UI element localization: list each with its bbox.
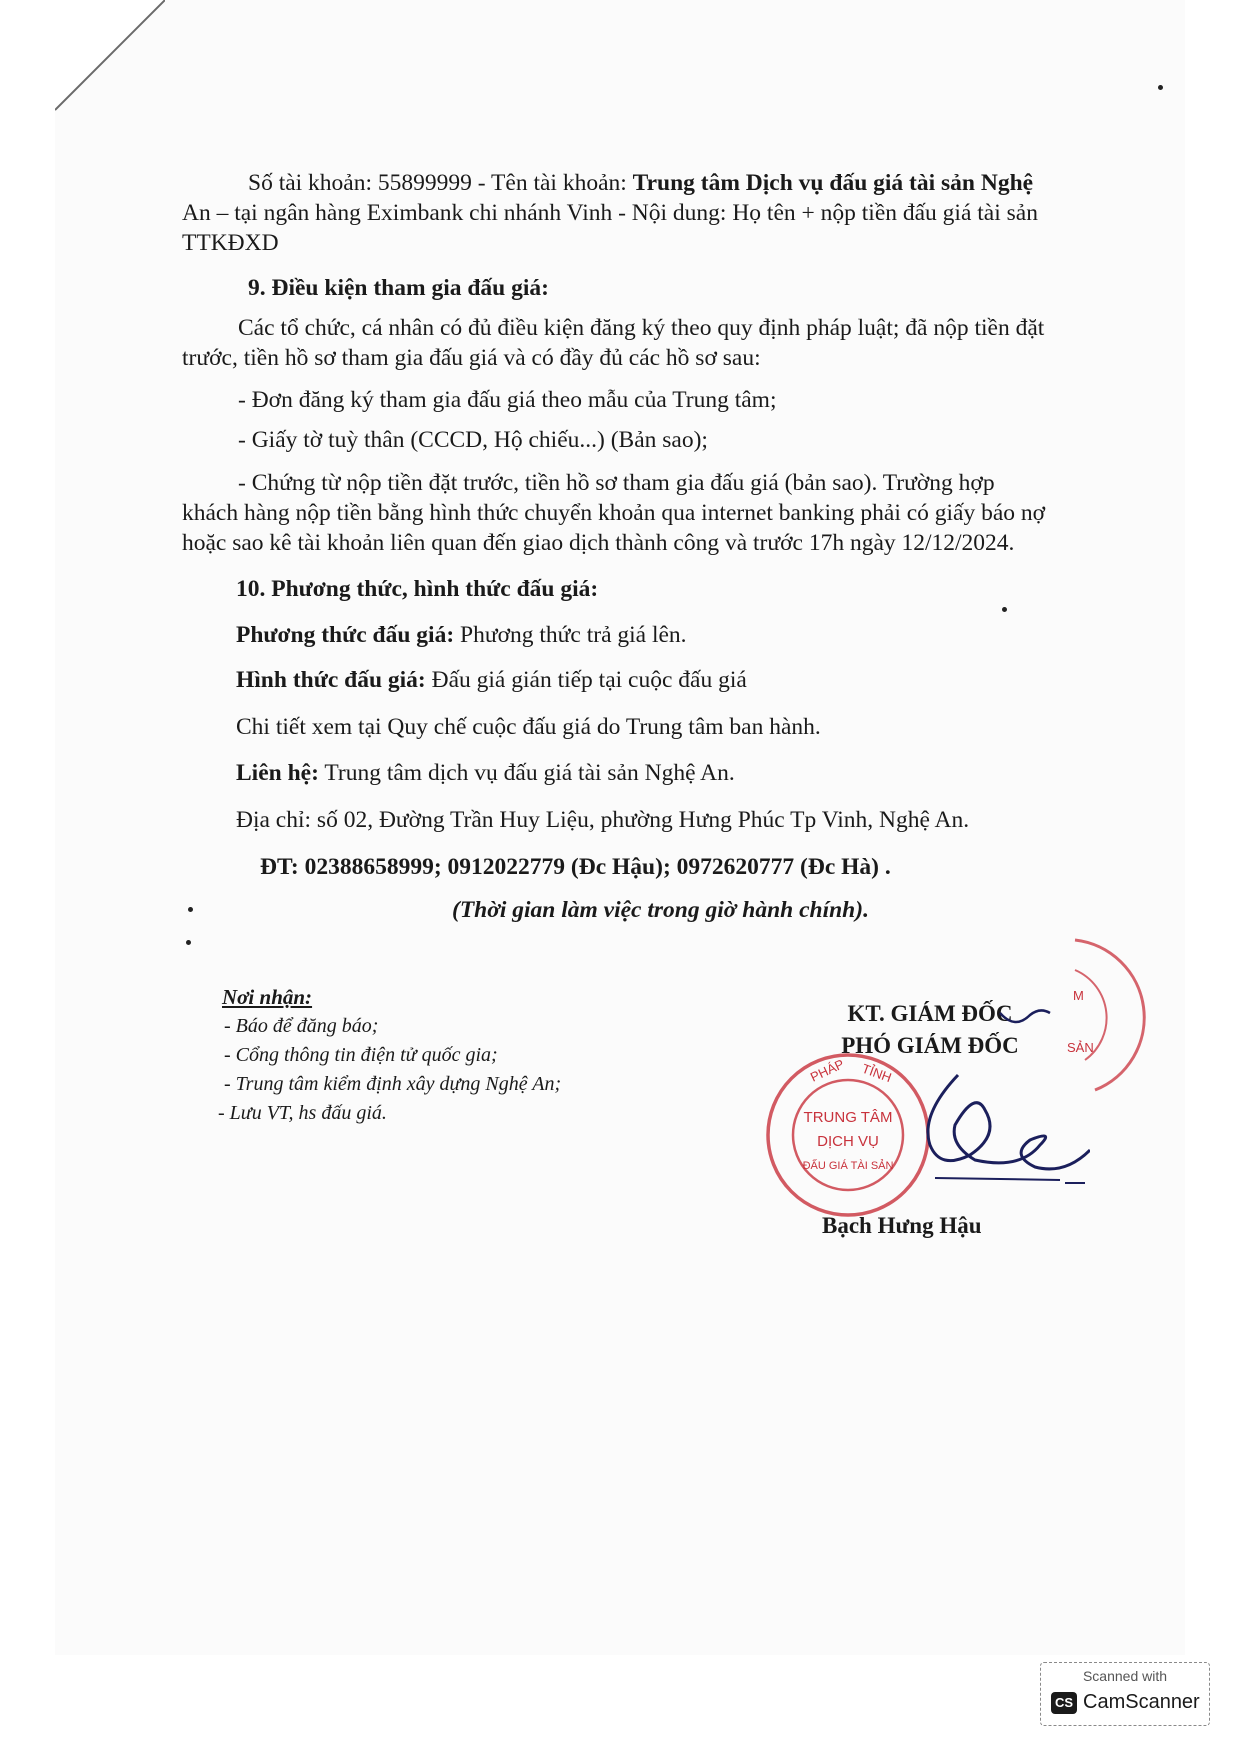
recipients-block [218, 983, 562, 1128]
recipient-item: - Trung tâm kiểm định xây dựng Nghệ An; [224, 1073, 562, 1095]
handwritten-signature [880, 995, 1090, 1195]
svg-text:M: M [1073, 988, 1084, 1003]
auction-method-value: Phương thức trả giá lên. [454, 622, 687, 648]
signature-title-1: KT. GIÁM ĐỐC [847, 1001, 1013, 1026]
signer-name: Bạch Hưng Hậu [822, 1213, 982, 1238]
payment-account-name: Trung tâm Dịch vụ đấu giá tài sản Nghệ [632, 170, 1034, 196]
working-hours-note: (Thời gian làm việc trong giờ hành chính). [452, 897, 869, 923]
requirement-item-3-line-3: hoặc sao kê tài khoản liên quan đến giao dịch thành công và trước 17h ngày 12/12/2024. [182, 530, 1015, 556]
auction-method-label: Phương thức đấu giá: [236, 622, 455, 648]
svg-text:SẢN: SẢN [1067, 1040, 1094, 1055]
stamp-text-3: ĐẤU GIÁ TÀI SẢN [802, 1160, 894, 1172]
phone-line: ĐT: 02388658999; 0912022779 (Đc Hậu); 0972620777 (Đc Hà) . [260, 854, 891, 880]
auction-method-line [236, 620, 687, 650]
stamp-ring-text: TỈNH [859, 1060, 894, 1086]
section-10-heading: 10. Phương thức, hình thức đấu giá: [236, 576, 599, 602]
section-9-intro-2: trước, tiền hồ sơ tham gia đấu giá và có đầy đủ các hồ sơ sau: [182, 345, 761, 371]
recipients-heading: Nơi nhận: [222, 985, 313, 1009]
contact-line [236, 758, 735, 788]
auction-form-value: Đấu giá gián tiếp tại cuộc đấu giá [425, 667, 747, 693]
requirement-item-2: - Giấy tờ tuỳ thân (CCCD, Hộ chiếu...) (Bản sao); [238, 427, 708, 453]
requirement-item-1: - Đơn đăng ký tham gia đấu giá theo mẫu của Trung tâm; [238, 387, 777, 413]
camscanner-name: CamScanner [1083, 1691, 1200, 1713]
camscanner-caption: Scanned with [1082, 1668, 1168, 1684]
auction-form-label: Hình thức đấu giá: [236, 667, 426, 693]
stamp-text-2: DỊCH VỤ [817, 1133, 879, 1150]
speck [186, 940, 191, 945]
recipient-item: - Lưu VT, hs đấu giá. [218, 1102, 387, 1124]
speck [1002, 607, 1007, 612]
regulation-detail: Chi tiết xem tại Quy chế cuộc đấu giá do Trung tâm ban hành. [236, 714, 821, 740]
speck [188, 907, 193, 912]
payment-account-text: Số tài khoản: 55899999 - Tên tài khoản: [248, 170, 633, 196]
requirement-item-3-line-2: khách hàng nộp tiền bằng hình thức chuyển khoản qua internet banking phải có giấy báo nợ [182, 500, 1046, 526]
auction-form-line [236, 665, 747, 695]
signature-title-2: PHÓ GIÁM ĐỐC [841, 1033, 1019, 1058]
payment-line-2: An – tại ngân hàng Eximbank chi nhánh Vinh - Nội dung: Họ tên + nộp tiền đấu giá tài sản [182, 200, 1038, 226]
camscanner-badge [1040, 1662, 1210, 1726]
stamp-ring-text: PHÁP [807, 1056, 847, 1085]
stamp-text-1: TRUNG TÂM [803, 1109, 893, 1126]
payment-line-1 [248, 168, 1033, 198]
payment-line-3: TTKĐXD [182, 230, 279, 256]
recipient-item: - Báo để đăng báo; [224, 1015, 379, 1037]
recipient-item: - Cổng thông tin điện tử quốc gia; [224, 1044, 498, 1066]
section-9-heading: 9. Điều kiện tham gia đấu giá: [248, 275, 549, 301]
address-line: Địa chỉ: số 02, Đường Trần Huy Liệu, phường Hưng Phúc Tp Vinh, Nghệ An. [236, 807, 970, 833]
section-9-intro-1: Các tổ chức, cá nhân có đủ điều kiện đăng ký theo quy định pháp luật; đã nộp tiền đặt [238, 315, 1045, 341]
contact-value: Trung tâm dịch vụ đấu giá tài sản Nghệ An. [318, 760, 735, 786]
camscanner-logo-icon: CS [1051, 1692, 1077, 1714]
requirement-item-3-line-1: - Chứng từ nộp tiền đặt trước, tiền hồ sơ tham gia đấu giá (bản sao). Trường hợp [238, 470, 995, 496]
folded-corner [55, 0, 165, 125]
contact-label: Liên hệ: [236, 760, 319, 786]
speck [1158, 85, 1163, 90]
